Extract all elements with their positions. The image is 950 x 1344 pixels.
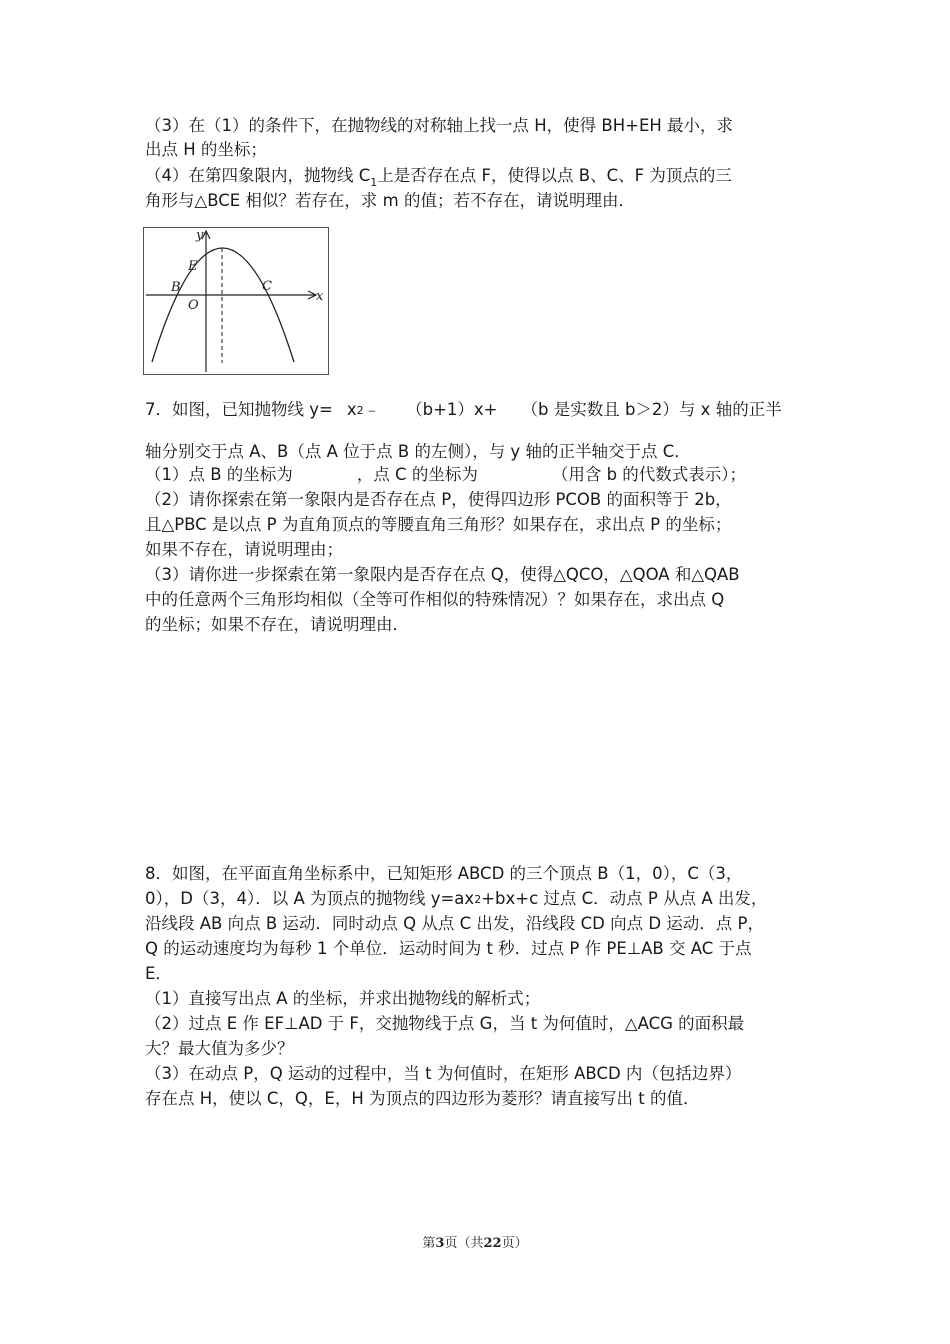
q8-line5: E．: [145, 964, 172, 983]
q8-line3: 沿线段 AB 向点 B 运动．同时动点 Q 从点 C 出发，沿线段 CD 向点 D 运动．点 P，: [145, 914, 764, 933]
q8-line6: （1）直接写出点 A 的坐标，并求出抛物线的解析式；: [145, 989, 541, 1008]
q7-l3-a: （1）点 B 的坐标为: [145, 465, 293, 484]
q7-l1-a: 7．如图，已知抛物线 y=: [145, 400, 333, 419]
q7-l1-e: （b 是实数且 b＞2）与 x 轴的正半: [521, 400, 782, 419]
footer-prefix: 第: [422, 1236, 436, 1251]
q8-line7: （2）过点 E 作 EF⊥AD 于 F，交抛物线于点 G，当 t 为何值时，△ACG 的面积最: [145, 1014, 745, 1033]
q6-part4-text-a: （4）在第四象限内，抛物线 C: [145, 166, 371, 185]
parabola-figure: [143, 227, 329, 375]
q7-l3-c: （用含 b 的代数式表示）；: [551, 465, 747, 484]
label-O: O: [188, 298, 199, 313]
q7-line7: （3）请你进一步探索在第一象限内是否存在点 Q，使得△QCO，△QOA 和△QAB: [145, 565, 740, 584]
q7-l3-b: ，点 C 的坐标为: [356, 465, 478, 484]
q7-line6: 如果不存在，请说明理由；: [145, 540, 343, 559]
q8-line10: 存在点 H，使以 C，Q，E，H 为顶点的四边形为菱形？请直接写出 t 的值．: [145, 1089, 700, 1108]
footer-middle: 页（共: [444, 1236, 484, 1251]
page-number: 3: [435, 1236, 445, 1251]
q7-line5: 且△PBC 是以点 P 为直角顶点的等腰直角三角形？如果存在，求出点 P 的坐标；: [145, 515, 732, 534]
footer-suffix: 页）: [501, 1236, 528, 1251]
q7-line3: [145, 463, 746, 487]
q7-line9: 的坐标；如果不存在，请说明理由．: [145, 615, 409, 634]
q7-l1-sup: 2: [356, 404, 364, 417]
q6-part3-line2: 出点 H 的坐标；: [145, 140, 267, 159]
q7-line4: （2）请你探索在第一象限内是否存在点 P，使得四边形 PCOB 的面积等于 2b，: [145, 490, 732, 509]
label-y: y: [196, 228, 204, 243]
q7-l1-b: x: [346, 400, 357, 419]
label-x: x: [316, 289, 324, 304]
q6-part4-text-b: 上是否存在点 F，使得以点 B、C、F 为顶点的三: [377, 166, 732, 185]
q8-line2: [145, 887, 767, 913]
parabola-curve: [152, 248, 294, 362]
parabola-graph: [144, 228, 330, 376]
q8-l2-a: 0），D（3，4）．以 A 为顶点的抛物线 y=ax: [145, 889, 475, 908]
q8-line9: （3）在动点 P，Q 运动的过程中，当 t 为何值时，在矩形 ABCD 内（包括边界）: [145, 1064, 742, 1083]
q6-part3-line1: （3）在（1）的条件下，在抛物线的对称轴上找一点 H，使得 BH+EH 最小，求: [145, 116, 734, 135]
q8-l2-b: +bx+c 过点 C．动点 P 从点 A 出发，: [481, 889, 768, 908]
q8-line1: 8．如图，在平面直角坐标系中，已知矩形 ABCD 的三个顶点 B（1，0），C（3，: [145, 864, 743, 883]
q8-l2-sup: 2: [474, 893, 482, 906]
q8-line8: 大？最大值为多少？: [145, 1039, 294, 1058]
total-pages: 22: [483, 1236, 502, 1251]
q6-subscript: 1: [370, 176, 378, 189]
q6-part4-line2: 角形与△BCE 相似？若存在，求 m 的值；若不存在，请说明理由．: [145, 191, 635, 210]
label-C: C: [262, 279, 272, 294]
q7-l1-d: （b+1）x+: [406, 400, 498, 419]
q7-line2: 轴分别交于点 A、B（点 A 位于点 B 的左侧），与 y 轴的正半轴交于点 C．: [145, 442, 691, 461]
q7-line8: 中的任意两个三角形均相似（全等可作相似的特殊情况）？如果存在，求出点 Q: [145, 590, 725, 609]
label-E: E: [188, 259, 198, 274]
label-B: B: [171, 280, 181, 295]
q7-l1-c: ﹣: [363, 400, 381, 419]
q8-line4: Q 的运动速度均为每秒 1 个单位．运动时间为 t 秒．过点 P 作 PE⊥AB 交 AC 于点: [145, 939, 752, 958]
q6-part4-line1: [145, 164, 732, 190]
page-footer: [0, 1232, 950, 1251]
q7-line1: [145, 398, 782, 424]
